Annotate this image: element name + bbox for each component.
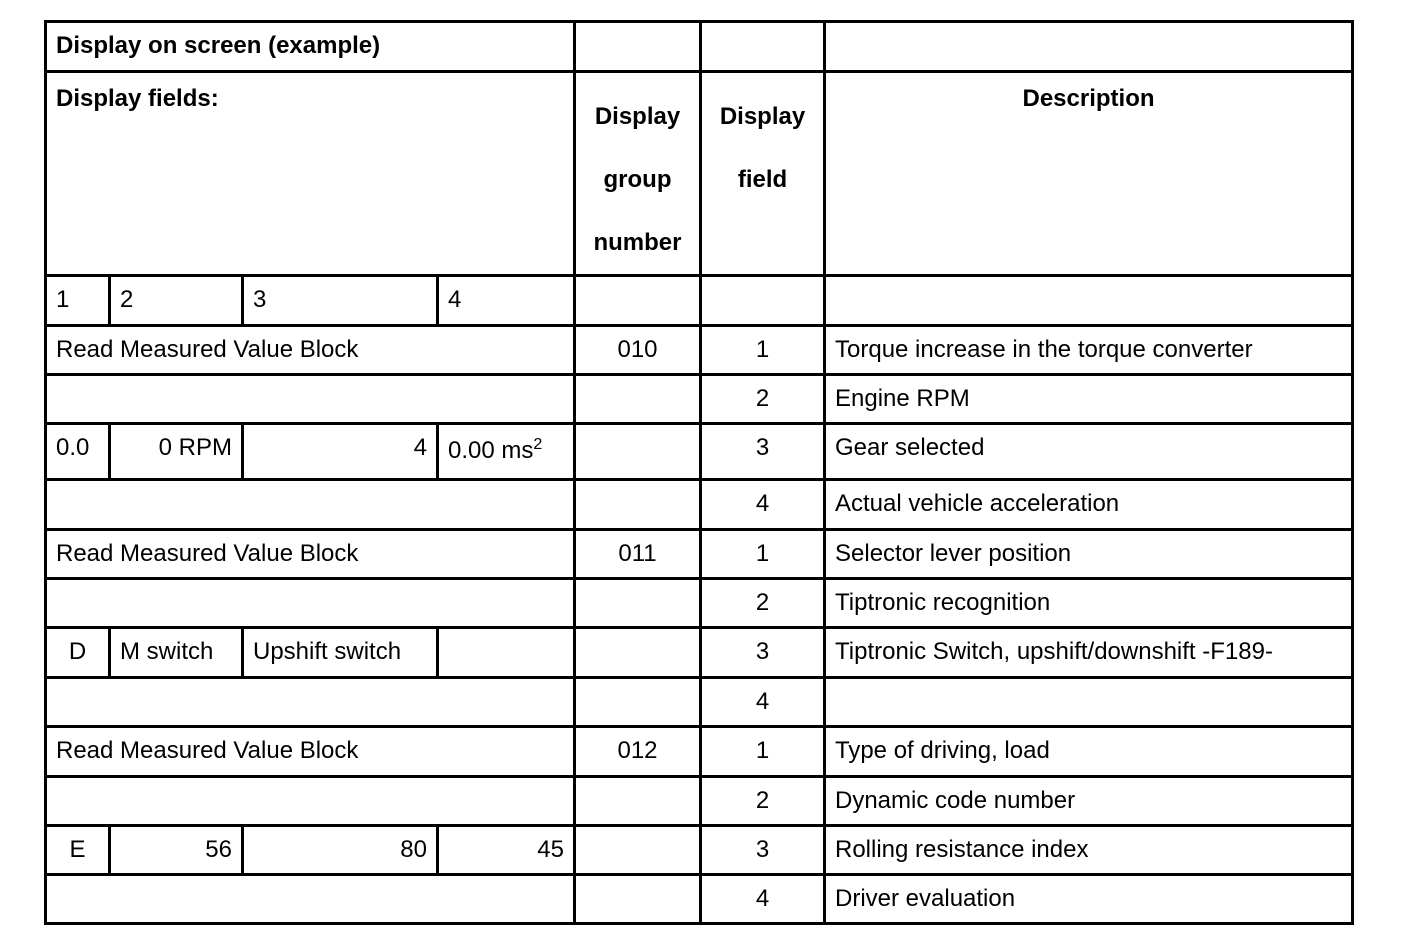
- table-row: [46, 530, 1353, 579]
- table-title: Display on screen (example): [46, 22, 575, 72]
- description: Tiptronic recognition: [825, 579, 1353, 628]
- description: Type of driving, load: [825, 727, 1353, 777]
- field-number: 2: [701, 579, 825, 628]
- table-row: [46, 777, 1353, 826]
- value-2: 56: [110, 826, 243, 875]
- group-number-header: Display group number: [575, 72, 701, 276]
- block-label: Read Measured Value Block: [46, 326, 575, 375]
- field-number: 1: [701, 530, 825, 579]
- value-1: E: [46, 826, 110, 875]
- field-number: 1: [701, 727, 825, 777]
- description: Engine RPM: [825, 375, 1353, 424]
- description: Actual vehicle acceleration: [825, 480, 1353, 530]
- description: Rolling resistance index: [825, 826, 1353, 875]
- field-number-row: [46, 276, 1353, 326]
- description-header: Description: [825, 72, 1353, 276]
- field-number: 2: [701, 777, 825, 826]
- field-number-1: 1: [46, 276, 110, 326]
- field-number-2: 2: [110, 276, 243, 326]
- table-row: [46, 326, 1353, 375]
- description: Dynamic code number: [825, 777, 1353, 826]
- value-3: 4: [243, 424, 438, 480]
- field-number: 3: [701, 424, 825, 480]
- field-number-3: 3: [243, 276, 438, 326]
- value-3: Upshift switch: [243, 628, 438, 678]
- field-number: 4: [701, 678, 825, 727]
- description: Torque increase in the torque converter: [825, 326, 1353, 375]
- display-field-header: Display field: [701, 72, 825, 276]
- table-row: [46, 424, 1353, 480]
- value-1: 0.0: [46, 424, 110, 480]
- title-row: [46, 22, 1353, 72]
- table-row: [46, 875, 1353, 924]
- description: Tiptronic Switch, upshift/downshift -F189-: [825, 628, 1353, 678]
- value-4: 45: [438, 826, 575, 875]
- field-number: 2: [701, 375, 825, 424]
- value-1: D: [46, 628, 110, 678]
- description: Driver evaluation: [825, 875, 1353, 924]
- value-2: 0 RPM: [110, 424, 243, 480]
- field-number: 1: [701, 326, 825, 375]
- measured-value-table: [44, 20, 1354, 925]
- field-number: 3: [701, 826, 825, 875]
- display-fields-label: Display fields:: [46, 72, 575, 276]
- description: [825, 678, 1353, 727]
- table-row: [46, 628, 1353, 678]
- superscript-exponent: 2: [533, 436, 543, 454]
- table-row: [46, 678, 1353, 727]
- field-number: 4: [701, 480, 825, 530]
- table-row: [46, 480, 1353, 530]
- value-4: [438, 628, 575, 678]
- value-3: 80: [243, 826, 438, 875]
- table-row: [46, 826, 1353, 875]
- field-number: 4: [701, 875, 825, 924]
- table-row: [46, 727, 1353, 777]
- value-4: 0.00 $ms^2$: [438, 424, 575, 480]
- table-row: [46, 579, 1353, 628]
- group-number: 012: [575, 727, 701, 777]
- value-2: M switch: [110, 628, 243, 678]
- group-number: 011: [575, 530, 701, 579]
- field-number-4: 4: [438, 276, 575, 326]
- group-number: 010: [575, 326, 701, 375]
- field-number: 3: [701, 628, 825, 678]
- block-label: Read Measured Value Block: [46, 727, 575, 777]
- description: Gear selected: [825, 424, 1353, 480]
- block-label: Read Measured Value Block: [46, 530, 575, 579]
- table-row: [46, 375, 1353, 424]
- description: Selector lever position: [825, 530, 1353, 579]
- header-row: [46, 72, 1353, 276]
